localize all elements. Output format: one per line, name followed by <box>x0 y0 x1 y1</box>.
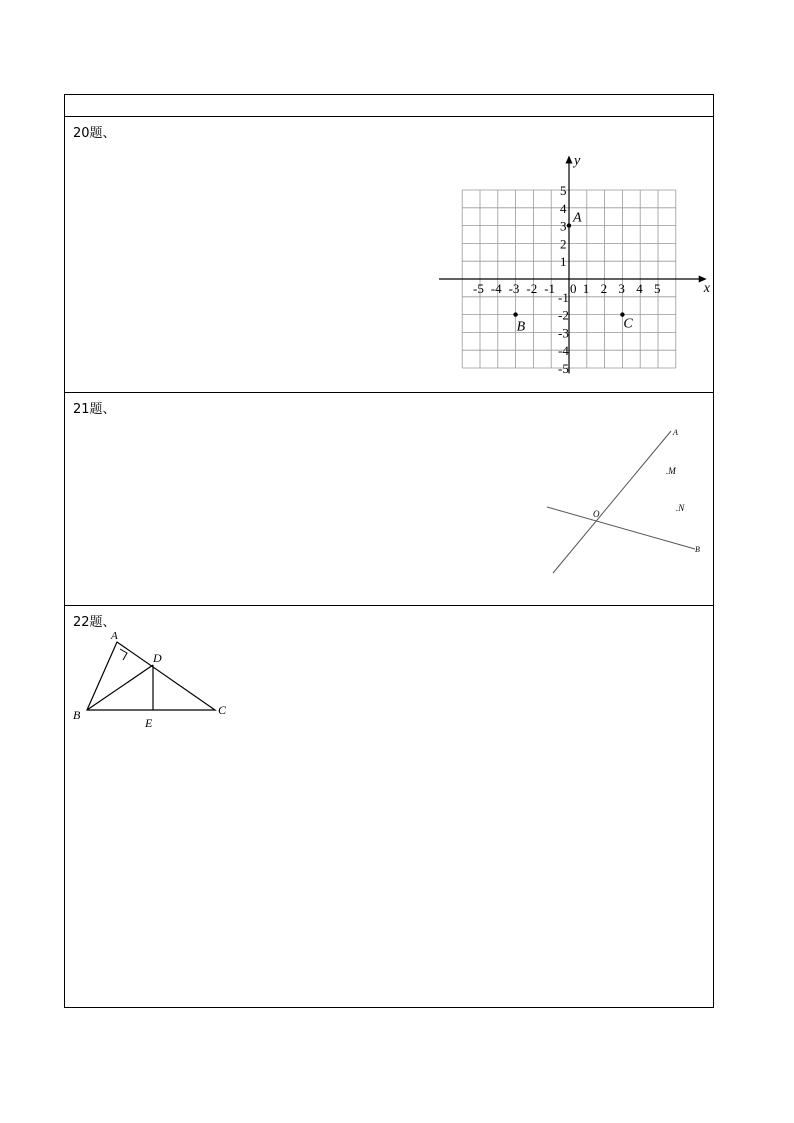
y-tick-label: 2 <box>560 236 567 252</box>
question-20-row <box>65 117 713 393</box>
question-22-row <box>65 606 713 1007</box>
label-m: .M <box>666 466 676 476</box>
triangle-figure <box>65 626 245 736</box>
y-tick-label: 4 <box>560 200 567 216</box>
label-c: C <box>218 703 227 717</box>
y-axis-arrow <box>566 156 573 164</box>
question-21-label: 21题、 <box>73 402 116 417</box>
y-tick-label: 3 <box>560 218 567 234</box>
y-tick-label: -1 <box>558 289 569 305</box>
angle-figure <box>535 423 715 583</box>
point-label-c: C <box>623 316 633 332</box>
point-b <box>513 312 517 316</box>
y-tick-label: 1 <box>560 254 567 270</box>
triangle-abc <box>87 642 215 710</box>
point-label-b: B <box>516 319 526 335</box>
label-o: O <box>593 509 600 519</box>
x-tick-label: -4 <box>490 281 502 296</box>
label-e: E <box>145 716 153 730</box>
header-row <box>65 95 713 117</box>
x-tick-label: 1 <box>582 281 590 296</box>
coordinate-grid-figure <box>425 127 725 387</box>
ray-oa <box>553 431 671 573</box>
question-22-label: 22题、 <box>73 615 116 630</box>
label-d: D <box>153 651 162 665</box>
y-tick-label: -2 <box>558 307 569 323</box>
x-tick-label: -2 <box>526 281 538 296</box>
x-tick-label: 4 <box>636 281 643 296</box>
ray-ob <box>547 507 695 549</box>
x-axis-label: x <box>703 281 710 296</box>
label-b: B <box>73 708 81 722</box>
origin-label: 0 <box>570 281 577 296</box>
x-tick-label: 3 <box>618 281 625 296</box>
point-label-a: A <box>573 210 582 226</box>
y-tick-label: -4 <box>558 343 569 359</box>
label-a: A <box>111 630 118 642</box>
y-tick-label: -5 <box>558 361 569 376</box>
x-tick-label: -1 <box>544 281 556 296</box>
x-tick-label: 2 <box>600 281 608 296</box>
answer-sheet <box>64 94 714 1008</box>
point-a <box>567 223 571 227</box>
x-tick-label: 5 <box>654 281 661 296</box>
y-tick-label: 5 <box>560 183 567 198</box>
label-a: A <box>673 428 678 437</box>
question-21-row <box>65 393 713 606</box>
x-tick-label: -3 <box>508 281 520 296</box>
label-n: .N <box>676 503 685 513</box>
right-angle-mark <box>120 649 127 660</box>
y-axis-label: y <box>574 153 581 169</box>
y-tick-label: -3 <box>558 325 569 341</box>
question-20-label: 20题、 <box>73 126 116 141</box>
label-b: B <box>695 545 700 554</box>
x-tick-label: -5 <box>473 281 484 296</box>
